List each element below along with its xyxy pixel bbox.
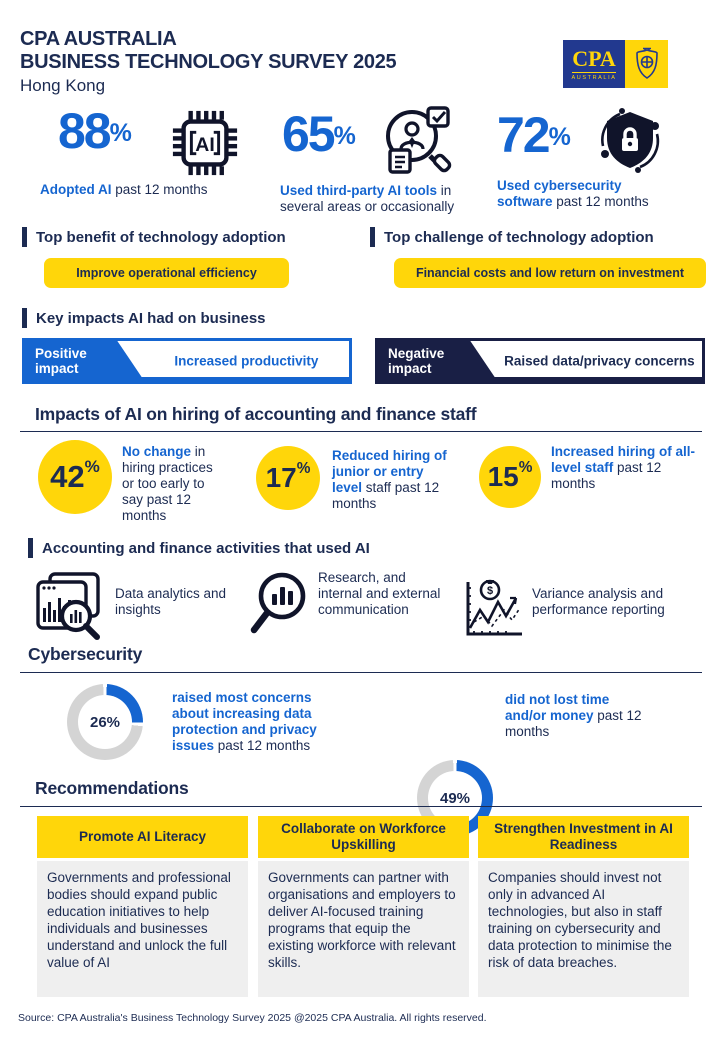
activities-heading: Accounting and finance activities that used AI <box>28 538 370 558</box>
recommendations-heading: Recommendations <box>35 778 189 798</box>
research-magnifier-icon <box>242 570 314 642</box>
source-note: Source: CPA Australia's Business Technology Survey 2025 @2025 CPA Australia. All rights reserved. <box>18 1012 487 1024</box>
heading-accent-bar <box>370 227 375 247</box>
page-title <box>20 28 396 74</box>
stat-cybersecurity-value: 72% <box>497 107 571 163</box>
benefit-pill: Improve operational efficiency <box>44 258 289 288</box>
recommendation-card <box>258 816 469 997</box>
stat-third-party-value: 65% <box>282 106 356 162</box>
donut-chart-26 <box>67 684 143 760</box>
heading-accent-bar <box>22 308 27 328</box>
benefit-heading: Top benefit of technology adoption <box>22 227 286 247</box>
hiring-stat-value: 15% <box>487 459 533 492</box>
cybersecurity-heading-rule <box>20 672 702 673</box>
cpa-emblem-icon <box>634 47 660 81</box>
hiring-stat-caption: No change in hiring practices or too early to say past 12 months <box>122 444 213 523</box>
impacts-heading: Key impacts AI had on business <box>22 308 266 328</box>
stat-third-party-caption: Used third-party AI tools in several areas or occasionally <box>280 183 455 214</box>
variance-chart-icon <box>460 576 526 642</box>
stat-cybersecurity-caption: Used cybersecurity software past 12 months <box>497 178 649 209</box>
recommendation-card-title: Promote AI Literacy <box>37 816 248 858</box>
heading-accent-bar <box>22 227 27 247</box>
negative-impact-label: Negative impact <box>388 346 445 376</box>
logo-australia-text: AUSTRALIA <box>572 72 617 81</box>
logo-yellow-panel <box>625 40 668 88</box>
heading-accent-bar <box>28 538 33 558</box>
title-line2: BUSINESS TECHNOLOGY SURVEY 2025 <box>20 51 397 73</box>
ai-chip-icon <box>170 108 240 178</box>
recommendations-heading-rule <box>20 806 702 807</box>
recommendation-card-title: Strengthen Investment in AI Readiness <box>478 816 689 858</box>
positive-impact-box <box>22 338 352 384</box>
cybersecurity-stat-caption: raised most concerns about increasing data protection and privacy issues past 12 months <box>172 690 317 753</box>
stat-cybersecurity-software <box>495 104 705 216</box>
svg-text:$: $ <box>486 585 494 597</box>
hiring-stat-circle <box>479 446 541 508</box>
challenge-pill: Financial costs and low return on investment <box>394 258 706 288</box>
stat-adopted-ai-value: 88% <box>58 103 132 159</box>
cybersecurity-stat-caption: did not lost time and/or money past 12 months <box>505 692 642 739</box>
data-analytics-icon <box>30 568 106 644</box>
hiring-stat-caption: Increased hiring of all-level staff past 12 months <box>551 444 696 491</box>
svg-text:AI: AI <box>195 133 215 156</box>
recommendation-card <box>478 816 689 997</box>
stat-adopted-ai-caption: Adopted AI past 12 months <box>40 182 208 197</box>
negative-impact-box <box>375 338 705 384</box>
logo-cpa-text: CPA <box>572 45 616 71</box>
positive-impact-value: Increased productivity <box>174 353 319 369</box>
third-party-ai-tools-icon <box>374 100 456 182</box>
hiring-heading-rule <box>20 431 702 432</box>
cpa-australia-logo <box>563 40 668 88</box>
hiring-stat-value: 42% <box>50 457 100 494</box>
cybersecurity-shield-icon <box>591 102 669 180</box>
positive-impact-label: Positive impact <box>35 346 87 376</box>
recommendation-card-body: Governments can partner with organisations and employers to deliver AI-focused training programs that equip the existing workforce with relevant skills. <box>258 861 469 997</box>
challenge-heading: Top challenge of technology adoption <box>370 227 654 247</box>
donut-label: 49% <box>428 771 482 825</box>
donut-label: 26% <box>78 695 132 749</box>
hiring-heading: Impacts of AI on hiring of accounting and finance staff <box>35 404 477 424</box>
hiring-stat-caption: Reduced hiring of junior or entry level staff past 12 months <box>332 448 447 511</box>
cybersecurity-heading: Cybersecurity <box>28 644 143 664</box>
logo-navy-panel <box>563 40 625 88</box>
activity-label: Data analytics and insights <box>115 586 227 617</box>
recommendation-card-body: Governments and professional bodies should expand public education initiatives to help individuals and businesses understand and unlock the full value of AI <box>37 861 248 997</box>
recommendation-card-body: Companies should invest not only in advanced AI technologies, but also in staff training on cybersecurity and data protection to minimise the risk of data breaches. <box>478 861 689 997</box>
stat-adopted-ai <box>40 104 262 214</box>
hiring-stat-value: 17% <box>265 460 311 493</box>
hiring-stat-circle <box>38 440 112 514</box>
region-label: Hong Kong <box>20 76 106 95</box>
hiring-stat-circle <box>256 446 320 510</box>
activity-label: Research, and internal and external communication <box>318 570 441 617</box>
negative-impact-value: Raised data/privacy concerns <box>504 353 695 369</box>
title-line1: CPA AUSTRALIA <box>20 28 177 50</box>
stat-third-party-tools <box>278 104 483 219</box>
activity-label: Variance analysis and performance reporting <box>532 586 665 617</box>
recommendation-card-title: Collaborate on Workforce Upskilling <box>258 816 469 858</box>
recommendation-card <box>37 816 248 997</box>
